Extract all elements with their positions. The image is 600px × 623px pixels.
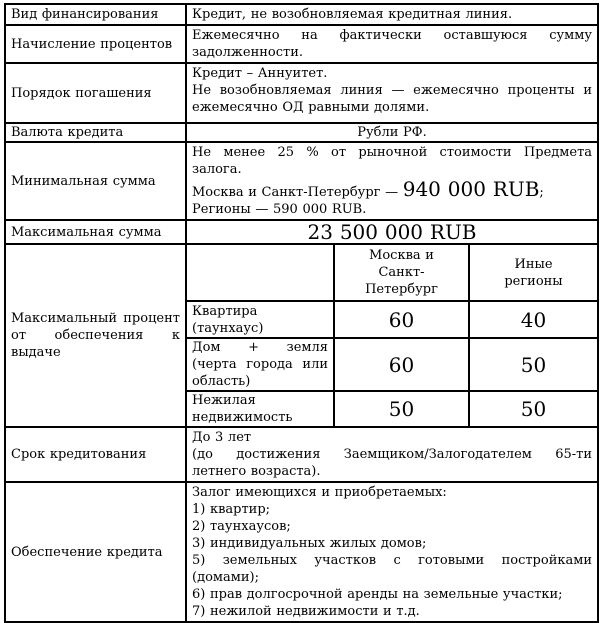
repayment-order-line2: Не возобновляемая линия — ежемесячно проценты и ежемесячно ОД равными долями. [192,83,593,115]
currency-value: Рубли РФ. [186,123,598,142]
row-currency [5,123,598,142]
financing-type-label: Вид финансирования [5,4,186,25]
collateral-intro: Залог имеющихся и приобретаемых: [192,485,447,500]
max-percent-apartment-label: Квартира (таунхаус) [186,301,334,338]
currency-label: Валюта кредита [5,123,186,142]
financing-type-value: Кредит, не возобновляемая кредитная линия. [186,4,598,25]
loan-term-line2: (до достижения Заемщиком/Залогодателем 65-ти летнего возраста). [192,447,593,479]
min-amount-line1: Не менее 25 % от рыночной стоимости Предмета залога. [192,145,593,177]
repayment-order-value [186,63,598,123]
max-percent-col-other: Иные регионы [469,244,598,301]
max-percent-house-label: Дом + земля (черта города или область) [186,338,334,391]
collateral-item: 5) земельных участков с готовыми постройками (домами); [192,553,593,585]
row-interest-accrual [5,25,598,63]
row-loan-term [5,427,598,482]
max-percent-label: Максимальный процент от обеспечения к выдаче [5,244,186,427]
max-percent-apartment-other: 40 [469,301,598,338]
max-percent-house-moscow: 60 [334,338,469,391]
loan-term-line1: До 3 лет [192,430,252,445]
min-amount-moscow-line [192,178,592,201]
row-repayment-order [5,63,598,123]
max-amount-label: Максимальная сумма [5,220,186,244]
row-collateral [5,482,598,622]
interest-accrual-label: Начисление процентов [5,25,186,63]
min-amount-value [186,142,598,220]
min-amount-moscow-value: 940 000 RUB [402,177,540,201]
max-percent-house-other: 50 [469,338,598,391]
collateral-item: 6) прав долгосрочной аренды на земельные участки; [192,587,563,602]
max-percent-apartment-moscow: 60 [334,301,469,338]
row-min-amount [5,142,598,220]
loan-term-label: Срок кредитования [5,427,186,482]
repayment-order-line1: Кредит – Аннуитет. [192,66,328,81]
collateral-item: 1) квартир; [192,502,271,517]
max-amount-value: 23 500 000 RUB [186,220,598,244]
row-financing-type [5,4,598,25]
row-max-percent-header [5,244,598,301]
collateral-value [186,482,598,622]
max-percent-corner-cell [186,244,334,301]
collateral-item: 7) нежилой недвижимости и т.д. [192,604,420,619]
max-percent-nonresidential-moscow: 50 [334,391,469,427]
loan-term-value [186,427,598,482]
collateral-item: 3) индивидуальных жилых домов; [192,536,427,551]
max-percent-nonresidential-label: Нежилая недвижимость [186,391,334,427]
min-amount-regions-line: Регионы — 590 000 RUB. [192,202,367,217]
min-amount-moscow-prefix: Москва и Санкт-Петербург — [192,185,403,200]
row-max-amount [5,220,598,244]
min-amount-moscow-suffix: ; [539,185,544,200]
repayment-order-label: Порядок погашения [5,63,186,123]
min-amount-label: Минимальная сумма [5,142,186,220]
collateral-label: Обеспечение кредита [5,482,186,622]
interest-accrual-value: Ежемесячно на фактически оставшуюся сумму задолженности. [186,25,598,63]
max-percent-nonresidential-other: 50 [469,391,598,427]
credit-terms-table [4,3,599,623]
collateral-item: 2) таунхаусов; [192,519,291,534]
max-percent-col-moscow: Москва и Санкт-Петербург [334,244,469,301]
